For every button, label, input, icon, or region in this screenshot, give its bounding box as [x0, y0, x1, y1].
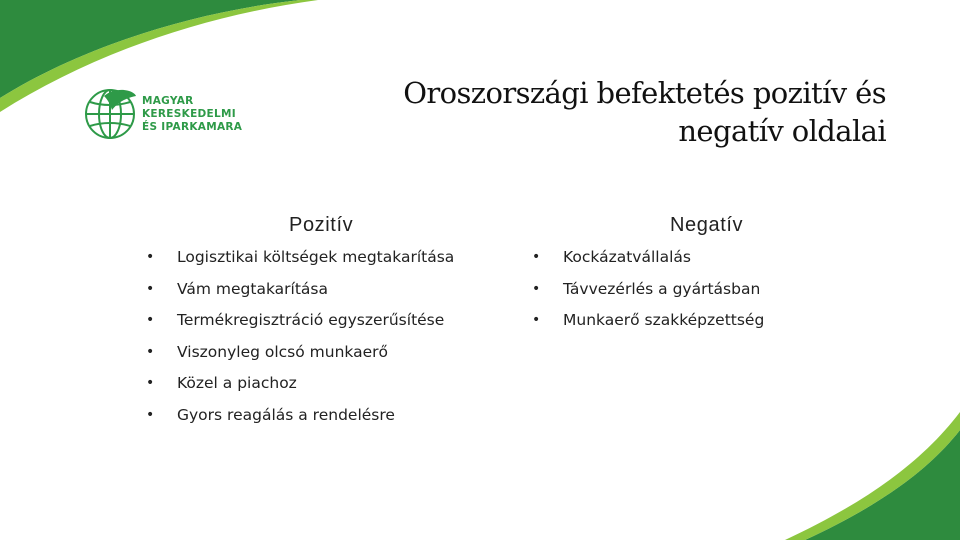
bullet-icon: • — [532, 312, 541, 329]
logo-line-3: ÉS IPARKAMARA — [142, 121, 243, 133]
slide-title — [326, 74, 886, 150]
bullet-icon: • — [146, 343, 155, 360]
bullet-icon: • — [532, 280, 541, 297]
list-item: • Gyors reagálás a rendelésre — [146, 400, 454, 432]
logo-line-2: KERESKEDELMI — [142, 108, 236, 120]
list-item: • Viszonyleg olcsó munkaerő — [146, 337, 454, 369]
list-item: • Logisztikai költségek megtakarítása — [146, 242, 454, 274]
positive-list — [146, 242, 454, 432]
negative-list — [532, 242, 764, 337]
logo-line-1: MAGYAR — [142, 95, 194, 107]
bullet-icon: • — [532, 249, 541, 265]
list-item: • Vám megtakarítása — [146, 274, 454, 306]
bullet-icon: • — [146, 406, 155, 423]
negative-heading: Negatív — [670, 214, 744, 236]
bullet-icon: • — [146, 280, 155, 297]
list-item: • Közel a piachoz — [146, 368, 454, 400]
list-item: • Munkaerő szakképzettség — [532, 305, 764, 337]
positive-heading: Pozitív — [289, 214, 354, 236]
logo-text — [142, 95, 242, 134]
list-item: • Távvezérlés a gyártásban — [532, 274, 764, 306]
list-item: • Termékregisztráció egyszerűsítése — [146, 305, 454, 337]
title-line-2: negatív oldalai — [678, 114, 886, 148]
title-line-1: Oroszországi befektetés pozitív és — [403, 76, 886, 110]
bullet-icon: • — [146, 312, 155, 329]
list-item: • Kockázatvállalás — [532, 242, 764, 274]
bullet-icon: • — [146, 249, 155, 265]
bullet-icon: • — [146, 375, 155, 392]
